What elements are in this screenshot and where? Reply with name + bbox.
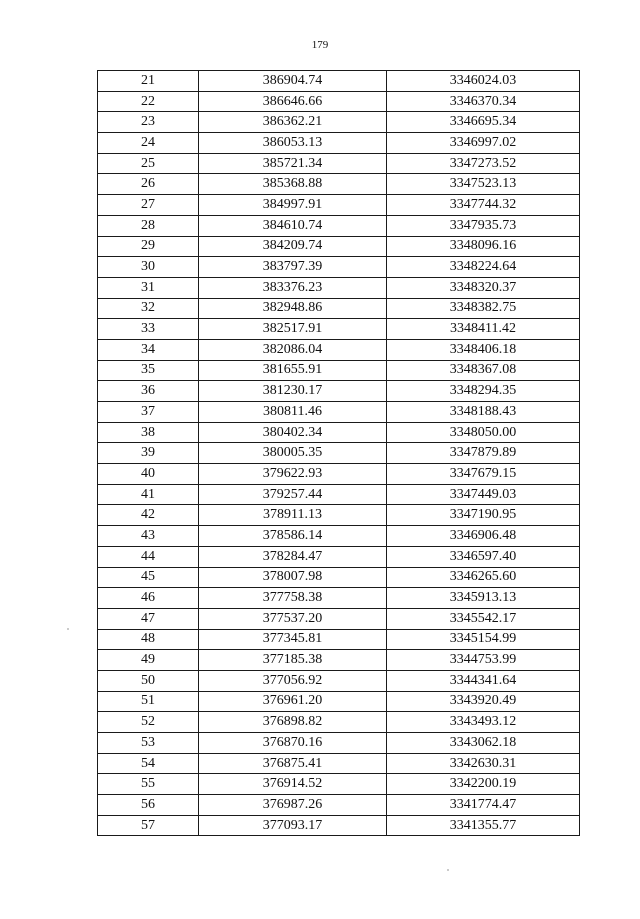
y-coordinate-cell: 3344341.64 xyxy=(387,670,580,691)
y-coordinate-cell: 3346265.60 xyxy=(387,567,580,588)
table-row xyxy=(98,712,580,733)
point-number-cell: 56 xyxy=(98,795,199,816)
table-row xyxy=(98,402,580,423)
point-number-cell: 26 xyxy=(98,174,199,195)
x-coordinate-cell: 382517.91 xyxy=(199,319,387,340)
y-coordinate-cell: 3347190.95 xyxy=(387,505,580,526)
point-number-cell: 57 xyxy=(98,815,199,836)
table-row xyxy=(98,588,580,609)
x-coordinate-cell: 383797.39 xyxy=(199,257,387,278)
table-row xyxy=(98,174,580,195)
y-coordinate-cell: 3346370.34 xyxy=(387,91,580,112)
y-coordinate-cell: 3341355.77 xyxy=(387,815,580,836)
y-coordinate-cell: 3348367.08 xyxy=(387,360,580,381)
y-coordinate-cell: 3347449.03 xyxy=(387,484,580,505)
table-row xyxy=(98,215,580,236)
x-coordinate-cell: 376870.16 xyxy=(199,733,387,754)
x-coordinate-cell: 376898.82 xyxy=(199,712,387,733)
x-coordinate-cell: 380005.35 xyxy=(199,443,387,464)
table-row xyxy=(98,526,580,547)
point-number-cell: 39 xyxy=(98,443,199,464)
point-number-cell: 42 xyxy=(98,505,199,526)
point-number-cell: 53 xyxy=(98,733,199,754)
point-number-cell: 28 xyxy=(98,215,199,236)
point-number-cell: 35 xyxy=(98,360,199,381)
coordinate-table-body xyxy=(98,71,580,836)
point-number-cell: 48 xyxy=(98,629,199,650)
x-coordinate-cell: 382948.86 xyxy=(199,298,387,319)
table-row xyxy=(98,733,580,754)
x-coordinate-cell: 379257.44 xyxy=(199,484,387,505)
y-coordinate-cell: 3346024.03 xyxy=(387,71,580,92)
table-row xyxy=(98,815,580,836)
table-row xyxy=(98,298,580,319)
y-coordinate-cell: 3348294.35 xyxy=(387,381,580,402)
point-number-cell: 54 xyxy=(98,753,199,774)
table-row xyxy=(98,71,580,92)
point-number-cell: 41 xyxy=(98,484,199,505)
table-row xyxy=(98,381,580,402)
page-number: 179 xyxy=(311,39,329,51)
y-coordinate-cell: 3344753.99 xyxy=(387,650,580,671)
y-coordinate-cell: 3348411.42 xyxy=(387,319,580,340)
x-coordinate-cell: 384610.74 xyxy=(199,215,387,236)
table-row xyxy=(98,133,580,154)
y-coordinate-cell: 3345542.17 xyxy=(387,608,580,629)
y-coordinate-cell: 3347744.32 xyxy=(387,195,580,216)
x-coordinate-cell: 380811.46 xyxy=(199,402,387,423)
table-row xyxy=(98,360,580,381)
x-coordinate-cell: 386053.13 xyxy=(199,133,387,154)
y-coordinate-cell: 3342200.19 xyxy=(387,774,580,795)
x-coordinate-cell: 376875.41 xyxy=(199,753,387,774)
point-number-cell: 25 xyxy=(98,153,199,174)
x-coordinate-cell: 376987.26 xyxy=(199,795,387,816)
point-number-cell: 51 xyxy=(98,691,199,712)
table-row xyxy=(98,236,580,257)
y-coordinate-cell: 3345913.13 xyxy=(387,588,580,609)
table-row xyxy=(98,464,580,485)
table-row xyxy=(98,670,580,691)
table-row xyxy=(98,774,580,795)
table-row xyxy=(98,443,580,464)
point-number-cell: 23 xyxy=(98,112,199,133)
point-number-cell: 31 xyxy=(98,277,199,298)
x-coordinate-cell: 379622.93 xyxy=(199,464,387,485)
table-row xyxy=(98,505,580,526)
x-coordinate-cell: 380402.34 xyxy=(199,422,387,443)
point-number-cell: 33 xyxy=(98,319,199,340)
table-row xyxy=(98,339,580,360)
table-row xyxy=(98,319,580,340)
y-coordinate-cell: 3348320.37 xyxy=(387,277,580,298)
table-row xyxy=(98,277,580,298)
y-coordinate-cell: 3346695.34 xyxy=(387,112,580,133)
point-number-cell: 45 xyxy=(98,567,199,588)
y-coordinate-cell: 3346597.40 xyxy=(387,546,580,567)
point-number-cell: 55 xyxy=(98,774,199,795)
y-coordinate-cell: 3348188.43 xyxy=(387,402,580,423)
x-coordinate-cell: 377093.17 xyxy=(199,815,387,836)
x-coordinate-cell: 378586.14 xyxy=(199,526,387,547)
point-number-cell: 52 xyxy=(98,712,199,733)
y-coordinate-cell: 3348050.00 xyxy=(387,422,580,443)
point-number-cell: 36 xyxy=(98,381,199,402)
point-number-cell: 30 xyxy=(98,257,199,278)
x-coordinate-cell: 386646.66 xyxy=(199,91,387,112)
y-coordinate-cell: 3346997.02 xyxy=(387,133,580,154)
point-number-cell: 47 xyxy=(98,608,199,629)
point-number-cell: 49 xyxy=(98,650,199,671)
point-number-cell: 22 xyxy=(98,91,199,112)
table-row xyxy=(98,422,580,443)
point-number-cell: 44 xyxy=(98,546,199,567)
point-number-cell: 37 xyxy=(98,402,199,423)
table-row xyxy=(98,567,580,588)
point-number-cell: 46 xyxy=(98,588,199,609)
x-coordinate-cell: 378911.13 xyxy=(199,505,387,526)
point-number-cell: 29 xyxy=(98,236,199,257)
table-row xyxy=(98,257,580,278)
y-coordinate-cell: 3342630.31 xyxy=(387,753,580,774)
point-number-cell: 27 xyxy=(98,195,199,216)
scan-speck xyxy=(67,628,69,630)
x-coordinate-cell: 382086.04 xyxy=(199,339,387,360)
table-row xyxy=(98,795,580,816)
table-row xyxy=(98,153,580,174)
y-coordinate-cell: 3345154.99 xyxy=(387,629,580,650)
x-coordinate-cell: 377185.38 xyxy=(199,650,387,671)
table-row xyxy=(98,195,580,216)
table-row xyxy=(98,608,580,629)
scan-speck xyxy=(447,869,449,871)
y-coordinate-cell: 3343493.12 xyxy=(387,712,580,733)
y-coordinate-cell: 3347523.13 xyxy=(387,174,580,195)
x-coordinate-cell: 386904.74 xyxy=(199,71,387,92)
y-coordinate-cell: 3347273.52 xyxy=(387,153,580,174)
x-coordinate-cell: 385721.34 xyxy=(199,153,387,174)
point-number-cell: 34 xyxy=(98,339,199,360)
table-row xyxy=(98,629,580,650)
x-coordinate-cell: 377056.92 xyxy=(199,670,387,691)
table-row xyxy=(98,91,580,112)
y-coordinate-cell: 3348382.75 xyxy=(387,298,580,319)
y-coordinate-cell: 3347679.15 xyxy=(387,464,580,485)
y-coordinate-cell: 3343062.18 xyxy=(387,733,580,754)
y-coordinate-cell: 3347879.89 xyxy=(387,443,580,464)
point-number-cell: 40 xyxy=(98,464,199,485)
point-number-cell: 50 xyxy=(98,670,199,691)
point-number-cell: 43 xyxy=(98,526,199,547)
x-coordinate-cell: 386362.21 xyxy=(199,112,387,133)
y-coordinate-cell: 3348096.16 xyxy=(387,236,580,257)
table-row xyxy=(98,753,580,774)
x-coordinate-cell: 377537.20 xyxy=(199,608,387,629)
point-number-cell: 24 xyxy=(98,133,199,154)
x-coordinate-cell: 378284.47 xyxy=(199,546,387,567)
table-row xyxy=(98,546,580,567)
x-coordinate-cell: 376961.20 xyxy=(199,691,387,712)
point-number-cell: 32 xyxy=(98,298,199,319)
table-row xyxy=(98,484,580,505)
x-coordinate-cell: 384209.74 xyxy=(199,236,387,257)
point-number-cell: 21 xyxy=(98,71,199,92)
coordinate-table xyxy=(97,70,580,836)
x-coordinate-cell: 384997.91 xyxy=(199,195,387,216)
x-coordinate-cell: 377345.81 xyxy=(199,629,387,650)
x-coordinate-cell: 377758.38 xyxy=(199,588,387,609)
x-coordinate-cell: 385368.88 xyxy=(199,174,387,195)
x-coordinate-cell: 376914.52 xyxy=(199,774,387,795)
x-coordinate-cell: 381655.91 xyxy=(199,360,387,381)
point-number-cell: 38 xyxy=(98,422,199,443)
table-row xyxy=(98,650,580,671)
y-coordinate-cell: 3341774.47 xyxy=(387,795,580,816)
x-coordinate-cell: 383376.23 xyxy=(199,277,387,298)
table-row xyxy=(98,112,580,133)
y-coordinate-cell: 3343920.49 xyxy=(387,691,580,712)
y-coordinate-cell: 3348224.64 xyxy=(387,257,580,278)
y-coordinate-cell: 3347935.73 xyxy=(387,215,580,236)
table-row xyxy=(98,691,580,712)
y-coordinate-cell: 3346906.48 xyxy=(387,526,580,547)
x-coordinate-cell: 381230.17 xyxy=(199,381,387,402)
y-coordinate-cell: 3348406.18 xyxy=(387,339,580,360)
x-coordinate-cell: 378007.98 xyxy=(199,567,387,588)
